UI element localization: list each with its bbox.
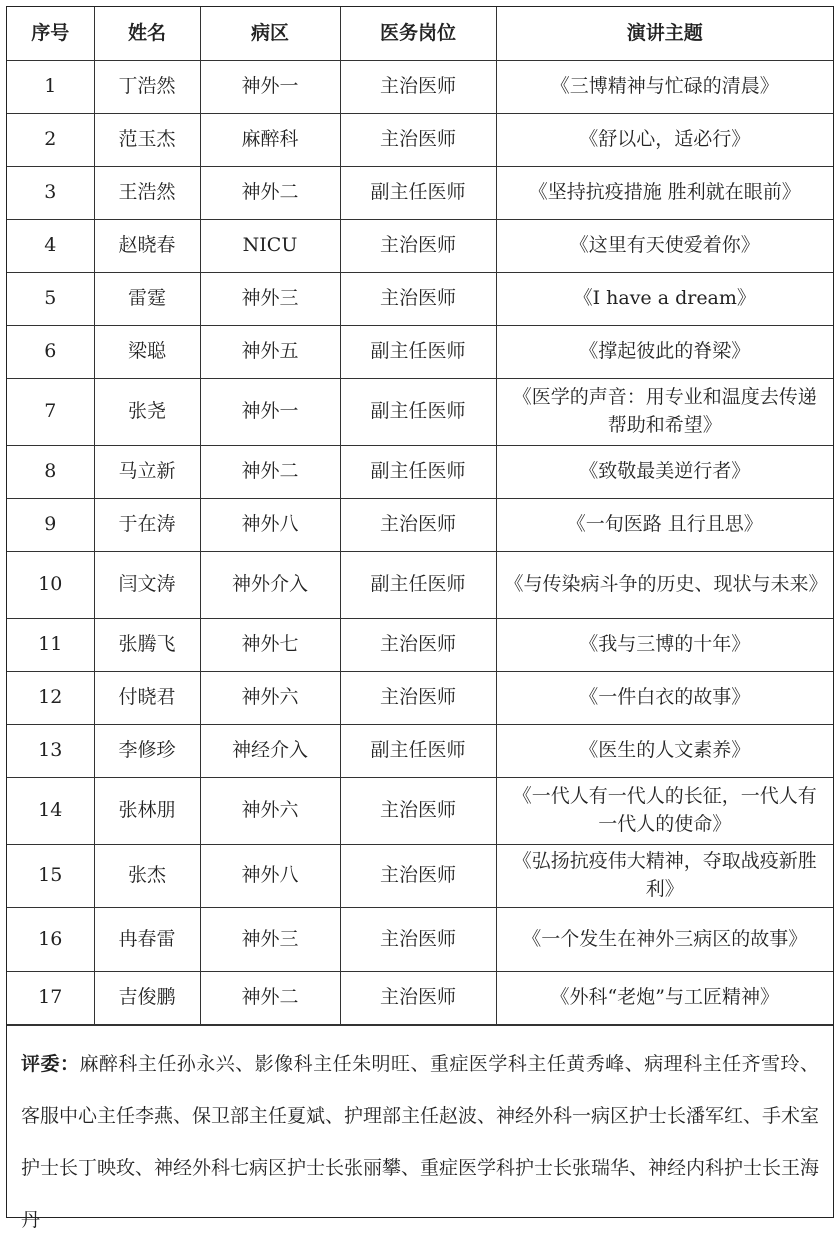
table-body bbox=[7, 61, 833, 1025]
judges-label: 评委： bbox=[21, 1053, 80, 1075]
cell-post: 主治医师 bbox=[340, 619, 496, 672]
cell-post: 副主任医师 bbox=[340, 552, 496, 619]
cell-ward: 神外三 bbox=[200, 273, 340, 326]
cell-post: 主治医师 bbox=[340, 114, 496, 167]
cell-no: 1 bbox=[7, 61, 94, 114]
cell-name: 丁浩然 bbox=[94, 61, 200, 114]
header-ward: 病区 bbox=[200, 7, 340, 61]
cell-ward: NICU bbox=[200, 220, 340, 273]
cell-name: 张尧 bbox=[94, 379, 200, 446]
judges-section bbox=[7, 1025, 833, 1254]
cell-post: 副主任医师 bbox=[340, 379, 496, 446]
cell-ward: 神外一 bbox=[200, 61, 340, 114]
cell-name: 闫文涛 bbox=[94, 552, 200, 619]
cell-no: 6 bbox=[7, 326, 94, 379]
cell-post: 主治医师 bbox=[340, 672, 496, 725]
table-row bbox=[7, 552, 833, 619]
table-row bbox=[7, 326, 833, 379]
cell-topic: 《坚持抗疫措施 胜利就在眼前》 bbox=[496, 167, 833, 220]
cell-post: 主治医师 bbox=[340, 499, 496, 552]
header-post: 医务岗位 bbox=[340, 7, 496, 61]
cell-no: 12 bbox=[7, 672, 94, 725]
table-row bbox=[7, 499, 833, 552]
cell-topic: 《外科“老炮”与工匠精神》 bbox=[496, 972, 833, 1025]
cell-topic: 《医生的人文素养》 bbox=[496, 725, 833, 778]
table-row bbox=[7, 778, 833, 845]
cell-no: 2 bbox=[7, 114, 94, 167]
cell-post: 副主任医师 bbox=[340, 167, 496, 220]
cell-name: 张林朋 bbox=[94, 778, 200, 845]
cell-ward: 神外二 bbox=[200, 167, 340, 220]
cell-topic: 《舒以心，适必行》 bbox=[496, 114, 833, 167]
cell-post: 副主任医师 bbox=[340, 725, 496, 778]
cell-ward: 神外介入 bbox=[200, 552, 340, 619]
cell-no: 14 bbox=[7, 778, 94, 845]
cell-no: 7 bbox=[7, 379, 94, 446]
cell-topic: 《三博精神与忙碌的清晨》 bbox=[496, 61, 833, 114]
cell-post: 主治医师 bbox=[340, 220, 496, 273]
table-row bbox=[7, 167, 833, 220]
document-page bbox=[6, 6, 834, 1231]
cell-topic: 《弘扬抗疫伟大精神，夺取战疫新胜利》 bbox=[496, 845, 833, 908]
cell-name: 马立新 bbox=[94, 446, 200, 499]
cell-topic: 《一件白衣的故事》 bbox=[496, 672, 833, 725]
table-row bbox=[7, 220, 833, 273]
cell-topic: 《I have a dream》 bbox=[496, 273, 833, 326]
cell-name: 梁聪 bbox=[94, 326, 200, 379]
table-row bbox=[7, 619, 833, 672]
cell-ward: 神外八 bbox=[200, 845, 340, 908]
cell-ward: 麻醉科 bbox=[200, 114, 340, 167]
cell-no: 4 bbox=[7, 220, 94, 273]
cell-topic: 《一代人有一代人的长征，一代人有一代人的使命》 bbox=[496, 778, 833, 845]
table-row bbox=[7, 379, 833, 446]
table-row bbox=[7, 845, 833, 908]
cell-no: 10 bbox=[7, 552, 94, 619]
cell-no: 17 bbox=[7, 972, 94, 1025]
cell-post: 副主任医师 bbox=[340, 446, 496, 499]
cell-ward: 神外二 bbox=[200, 972, 340, 1025]
cell-name: 付晓君 bbox=[94, 672, 200, 725]
table-row bbox=[7, 273, 833, 326]
header-no: 序号 bbox=[7, 7, 94, 61]
cell-ward: 神外二 bbox=[200, 446, 340, 499]
cell-name: 范玉杰 bbox=[94, 114, 200, 167]
cell-no: 8 bbox=[7, 446, 94, 499]
header-name: 姓名 bbox=[94, 7, 200, 61]
cell-post: 副主任医师 bbox=[340, 326, 496, 379]
cell-ward: 神外八 bbox=[200, 499, 340, 552]
cell-post: 主治医师 bbox=[340, 778, 496, 845]
cell-name: 李修珍 bbox=[94, 725, 200, 778]
table-row bbox=[7, 972, 833, 1025]
cell-post: 主治医师 bbox=[340, 972, 496, 1025]
cell-no: 13 bbox=[7, 725, 94, 778]
cell-topic: 《一旬医路 且行且思》 bbox=[496, 499, 833, 552]
cell-no: 5 bbox=[7, 273, 94, 326]
cell-ward: 神外七 bbox=[200, 619, 340, 672]
cell-topic: 《我与三博的十年》 bbox=[496, 619, 833, 672]
cell-no: 3 bbox=[7, 167, 94, 220]
cell-post: 主治医师 bbox=[340, 273, 496, 326]
cell-name: 于在涛 bbox=[94, 499, 200, 552]
cell-post: 主治医师 bbox=[340, 61, 496, 114]
cell-ward: 神外六 bbox=[200, 778, 340, 845]
cell-no: 11 bbox=[7, 619, 94, 672]
cell-topic: 《致敬最美逆行者》 bbox=[496, 446, 833, 499]
cell-name: 张杰 bbox=[94, 845, 200, 908]
cell-name: 雷霆 bbox=[94, 273, 200, 326]
cell-post: 主治医师 bbox=[340, 845, 496, 908]
cell-post: 主治医师 bbox=[340, 908, 496, 972]
cell-topic: 《撑起彼此的脊梁》 bbox=[496, 326, 833, 379]
cell-ward: 神外一 bbox=[200, 379, 340, 446]
cell-topic: 《医学的声音：用专业和温度去传递帮助和希望》 bbox=[496, 379, 833, 446]
speaker-table bbox=[7, 7, 833, 1025]
cell-topic: 《这里有天使爱着你》 bbox=[496, 220, 833, 273]
cell-ward: 神外六 bbox=[200, 672, 340, 725]
cell-name: 冉春雷 bbox=[94, 908, 200, 972]
cell-ward: 神经介入 bbox=[200, 725, 340, 778]
table-row bbox=[7, 672, 833, 725]
judges-text: 麻醉科主任孙永兴、影像科主任朱明旺、重症医学科主任黄秀峰、病理科主任齐雪玲、客服中心主任李燕、保卫部主任夏斌、护理部主任赵波、神经外科一病区护士长潘军红、手术室护士长丁映玫、神经外科七病区护士长张丽攀、重症医学科护士长张瑞华、神经内科护士长王海丹 bbox=[21, 1053, 820, 1231]
cell-ward: 神外五 bbox=[200, 326, 340, 379]
cell-name: 吉俊鹏 bbox=[94, 972, 200, 1025]
table-row bbox=[7, 725, 833, 778]
table-row bbox=[7, 908, 833, 972]
table-row bbox=[7, 446, 833, 499]
header-topic: 演讲主题 bbox=[496, 7, 833, 61]
cell-name: 赵晓春 bbox=[94, 220, 200, 273]
header-row bbox=[7, 7, 833, 61]
cell-name: 王浩然 bbox=[94, 167, 200, 220]
cell-name: 张腾飞 bbox=[94, 619, 200, 672]
cell-no: 16 bbox=[7, 908, 94, 972]
cell-no: 9 bbox=[7, 499, 94, 552]
cell-topic: 《与传染病斗争的历史、现状与未来》 bbox=[496, 552, 833, 619]
table-row bbox=[7, 114, 833, 167]
table-row bbox=[7, 61, 833, 114]
cell-ward: 神外三 bbox=[200, 908, 340, 972]
cell-no: 15 bbox=[7, 845, 94, 908]
cell-topic: 《一个发生在神外三病区的故事》 bbox=[496, 908, 833, 972]
